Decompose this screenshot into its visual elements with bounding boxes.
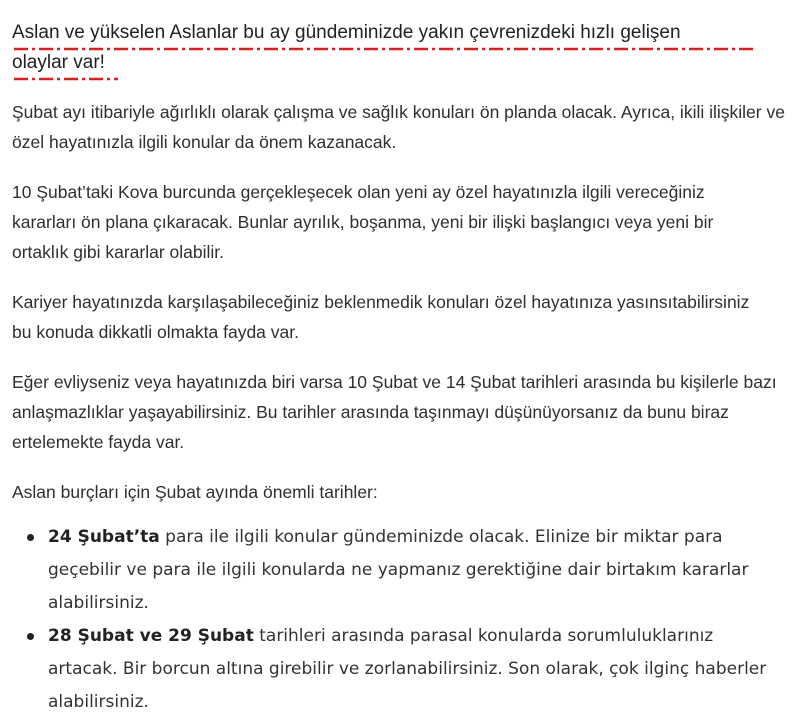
paragraph-1: Şubat ayı itibariyle ağırlıklı olarak çalışma ve sağlık konuları ön planda olacak. Ayrıca, ikili ilişkiler ve özel hayatınızla ilgili konular da önem kazanacak.: [12, 102, 785, 152]
list-item: [12, 620, 782, 719]
date-description: para ile ilgili konular gündeminizde olacak. Elinize bir miktar para geçebilir ve para ile ilgili konularda ne yapmanız gerektiğine dair birtakım kararlar alabilirsiniz.: [48, 527, 749, 613]
bullet-icon: [27, 534, 34, 541]
paragraph-3: Kariyer hayatınızda karşılaşabileceğiniz beklenmedik konuları özel hayatınıza yasınsıtabilirsiniz bu konuda dikkatli olmakta fayda var.: [12, 292, 750, 342]
paragraph-2: 10 Şubat’taki Kova burcunda gerçekleşecek olan yeni ay özel hayatınızla ilgili vereceğiniz kararları ön plana çıkaracak. Bunlar ayrılık, boşanma, yeni bir ilişki başlangıcı veya yeni bir ortaklık gibi kararlar olabilir.: [12, 182, 714, 262]
important-dates-list: [12, 521, 782, 719]
date-label: 28 Şubat ve 29 Şubat: [48, 626, 254, 646]
date-description: tarihleri arasında parasal konularda sorumluluklarınız artacak. Bir borcun altına girebilir ve zorlanabilirsiniz. Son olarak, çok ilginç haberler alabilirsiniz.: [48, 626, 767, 712]
article: [12, 0, 792, 712]
date-label: 24 Şubat’ta: [48, 527, 160, 547]
paragraph-4: Eğer evliyseniz veya hayatınızda biri varsa 10 Şubat ve 14 Şubat tarihleri arasında bu kişilerle bazı anlaşmazlıklar yaşayabilirsiniz. Bu tarihler arasında taşınmayı düşünüyorsanız da bunu biraz ertelemekte fayda var.: [12, 372, 777, 452]
bullet-icon: [27, 633, 34, 640]
headline-line-1: Aslan ve yükselen Aslanlar bu ay gündeminizde yakın çevrenizdeki hızlı gelişen: [12, 22, 681, 43]
headline: [12, 18, 752, 78]
list-item: [12, 521, 782, 620]
headline-line-2: olaylar var!: [12, 52, 105, 73]
paragraph-5: Aslan burçları için Şubat ayında önemli tarihler:: [12, 482, 378, 502]
